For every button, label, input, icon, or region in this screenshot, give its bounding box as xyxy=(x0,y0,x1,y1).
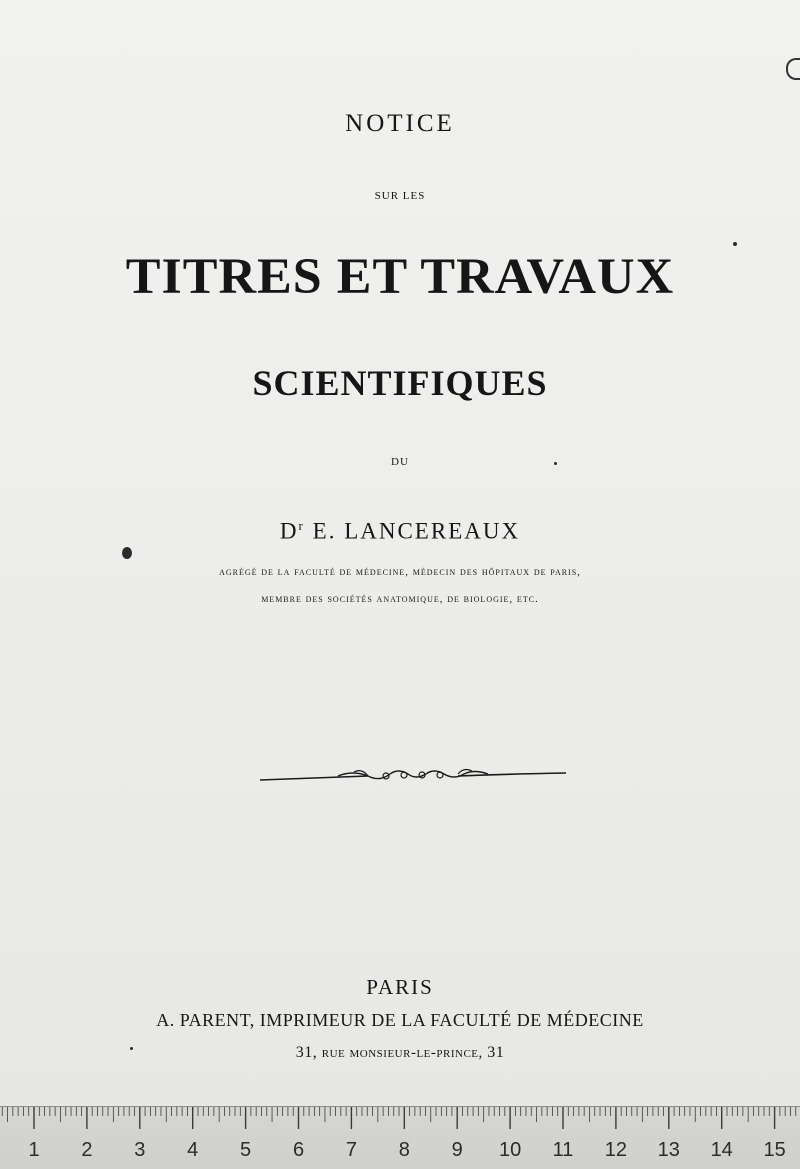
ornament-divider xyxy=(258,764,568,788)
ruler-label: 2 xyxy=(81,1139,93,1161)
sur-les-text: SUR LES xyxy=(374,190,426,202)
ruler-label: 11 xyxy=(552,1139,574,1161)
ruler-label: 6 xyxy=(292,1139,305,1161)
author-name: E. LANCEREAUX xyxy=(304,518,521,544)
ink-speck xyxy=(130,1047,133,1050)
notice-heading: NOTICE xyxy=(345,110,455,137)
ink-speck xyxy=(554,462,557,465)
ruler-label: 12 xyxy=(604,1139,628,1161)
ink-spot xyxy=(122,547,132,559)
ruler-label: 10 xyxy=(498,1139,522,1161)
subtitle: SCIENTIFIQUES xyxy=(252,363,548,403)
measuring-ruler xyxy=(0,1106,800,1169)
ruler-label: 14 xyxy=(710,1139,733,1161)
address-number-1: 31, xyxy=(295,1044,318,1061)
ruler-label: 5 xyxy=(240,1139,252,1161)
printer-line: A. PARENT, IMPRIMEUR DE LA FACULTÉ DE MÉDECINE xyxy=(156,1010,644,1030)
ruler-label: 4 xyxy=(187,1139,199,1161)
du-text: DU xyxy=(391,456,409,468)
ruler-label: 7 xyxy=(345,1139,357,1161)
ink-speck xyxy=(733,242,737,246)
ruler-label: 9 xyxy=(451,1139,463,1161)
address-street: rue monsieur-le-prince, xyxy=(321,1045,483,1061)
page-edge-mark xyxy=(786,58,800,80)
ruler-label: 3 xyxy=(134,1139,146,1161)
ruler-label: 15 xyxy=(763,1139,786,1161)
ruler-label: 1 xyxy=(28,1139,40,1161)
ruler-label: 8 xyxy=(398,1139,410,1161)
affiliation-line-2: membre des sociétés anatomique, de biologie, etc. xyxy=(261,593,539,605)
city-text: PARIS xyxy=(366,975,434,999)
ruler-label: 13 xyxy=(657,1139,680,1161)
author-prefix: D xyxy=(279,518,299,544)
author-line xyxy=(0,518,800,545)
affiliation-line-1: agrégé de la faculté de médecine, médecin des hôpitaux de paris, xyxy=(219,566,581,578)
author-sup: r xyxy=(298,518,305,533)
address-number-2: 31 xyxy=(487,1044,505,1061)
main-title: TITRES ET TRAVAUX xyxy=(125,249,675,305)
address-line xyxy=(0,1044,800,1062)
